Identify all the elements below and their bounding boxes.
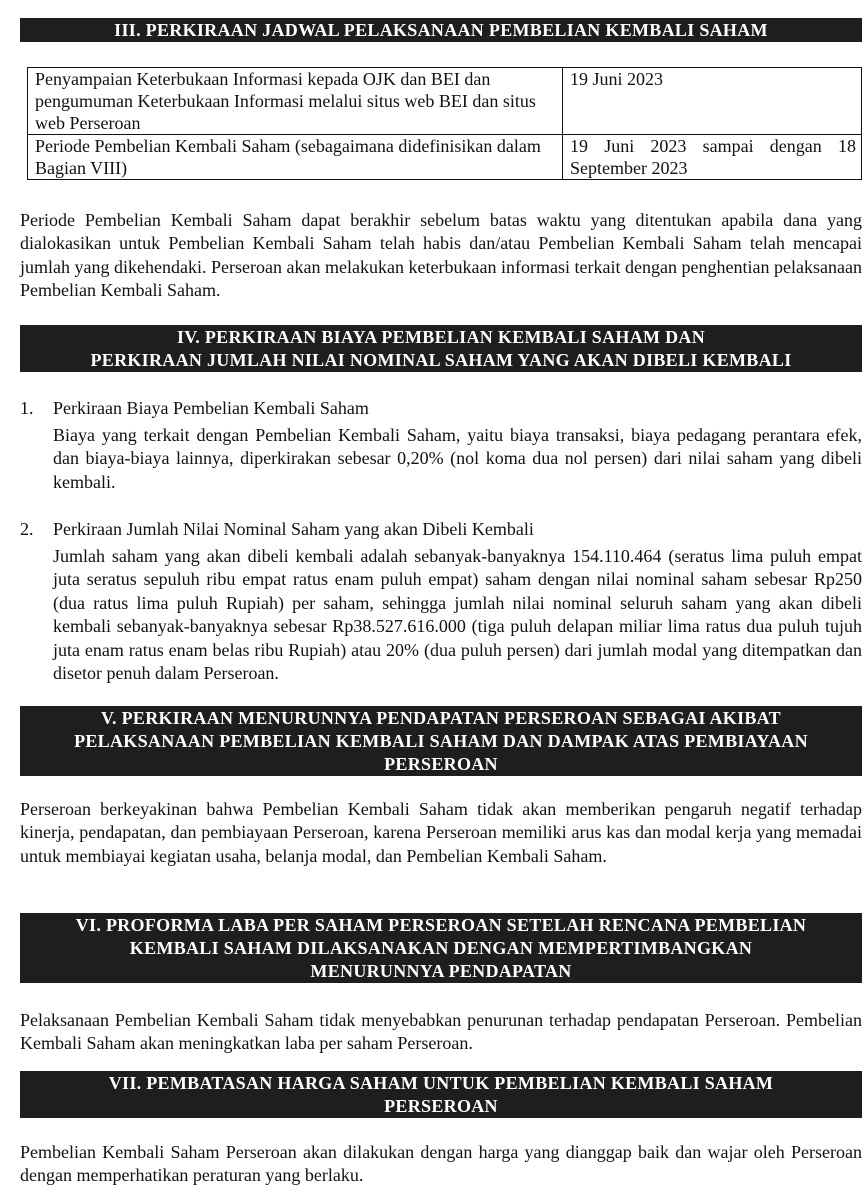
schedule-activity: Penyampaian Keterbukaan Informasi kepada OJK dan BEI dan pengumuman Keterbukaan Informasi melalui situs web BEI dan situs web Perseroan (28, 68, 563, 135)
section-6-title-line: VI. PROFORMA LABA PER SAHAM PERSEROAN SETELAH RENCANA PEMBELIAN (75, 915, 807, 935)
section-7-title-line: VII. PEMBATASAN HARGA SAHAM UNTUK PEMBELIAN KEMBALI SAHAM (108, 1073, 774, 1093)
list-item-heading: Perkiraan Jumlah Nilai Nominal Saham yang akan Dibeli Kembali (53, 519, 534, 539)
list-item-body: Jumlah saham yang akan dibeli kembali adalah sebanyak-banyaknya 154.110.464 (seratus lima puluh empat juta seratus sepuluh ribu empat ratus enam puluh empat) saham dengan nilai nominal saham sebesar Rp250 (dua ratus lima puluh Rupiah) per saham, sehingga jumlah nilai nominal seluruh saham yang akan dibeli kembali sebanyak-banyaknya sebesar Rp38.527.616.000 (tiga puluh delapan miliar lima ratus dua puluh tujuh juta enam ratus enam belas ribu Rupiah) atau 20% (dua puluh persen) dari jumlah modal yang ditempatkan dan disetor penuh dalam Perseroan. (53, 546, 862, 684)
section-6-title-line: MENURUNNYA PENDAPATAN (310, 961, 572, 981)
section-6-title-line: KEMBALI SAHAM DILAKSANAKAN DENGAN MEMPERTIMBANGKAN (129, 938, 753, 958)
section-5-title-line: PERSEROAN (384, 754, 498, 774)
section-6-header (20, 913, 862, 983)
schedule-table (27, 67, 862, 180)
list-item-number: 2. (20, 519, 34, 539)
section-7-title-line: PERSEROAN (384, 1096, 498, 1116)
section-4-title-line: IV. PERKIRAAN BIAYA PEMBELIAN KEMBALI SAHAM DAN (176, 327, 705, 347)
section-3-paragraph: Periode Pembelian Kembali Saham dapat berakhir sebelum batas waktu yang ditentukan apabila dana yang dialokasikan untuk Pembelian Kembali Saham telah habis dan/atau Pembelian Kembali Saham telah mencapai jumlah yang dikehendaki. Perseroan akan melakukan keterbukaan informasi terkait dengan penghentian pelaksanaan Pembelian Kembali Saham. (20, 210, 862, 301)
list-item-title (20, 518, 534, 540)
schedule-activity: Periode Pembelian Kembali Saham (sebagaimana didefinisikan dalam Bagian VIII) (28, 135, 563, 180)
section-7-header (20, 1071, 862, 1118)
table-row (28, 135, 862, 180)
section-4-header (20, 325, 862, 372)
section-6-paragraph: Pelaksanaan Pembelian Kembali Saham tidak menyebabkan penurunan terhadap pendapatan Perseroan. Pembelian Kembali Saham akan meningkatkan laba per saham Perseroan. (20, 1010, 862, 1054)
list-item-body: Biaya yang terkait dengan Pembelian Kembali Saham, yaitu biaya transaksi, biaya pedagang perantara efek, dan biaya-biaya lainnya, diperkirakan sebesar 0,20% (nol koma dua nol persen) dari nilai saham yang dibeli kembali. (53, 425, 862, 492)
section-5-paragraph: Perseroan berkeyakinan bahwa Pembelian Kembali Saham tidak akan memberikan pengaruh negatif terhadap kinerja, pendapatan, dan pembiayaan Perseroan, karena Perseroan memiliki arus kas dan modal kerja yang memadai untuk membiayai kegiatan usaha, belanja modal, dan Pembelian Kembali Saham. (20, 799, 862, 866)
section-7-paragraph: Pembelian Kembali Saham Perseroan akan dilakukan dengan harga yang dianggap baik dan wajar oleh Perseroan dengan memperhatikan peraturan yang berlaku. (20, 1142, 862, 1186)
list-item-number: 1. (20, 398, 34, 418)
section-4-title-line: PERKIRAAN JUMLAH NILAI NOMINAL SAHAM YANG AKAN DIBELI KEMBALI (90, 350, 792, 370)
section-3-header (20, 18, 862, 42)
list-item-heading: Perkiraan Biaya Pembelian Kembali Saham (53, 398, 369, 418)
list-item-title (20, 397, 369, 419)
schedule-date: 19 Juni 2023 sampai dengan 18 September 2023 (563, 135, 862, 180)
section-5-title-line: V. PERKIRAAN MENURUNNYA PENDAPATAN PERSEROAN SEBAGAI AKIBAT (101, 708, 781, 728)
section-5-header (20, 706, 862, 776)
section-3-title: III. PERKIRAAN JADWAL PELAKSANAAN PEMBELIAN KEMBALI SAHAM (114, 20, 768, 40)
section-5-title-line: PELAKSANAAN PEMBELIAN KEMBALI SAHAM DAN DAMPAK ATAS PEMBIAYAAN (74, 731, 808, 751)
schedule-date: 19 Juni 2023 (563, 68, 862, 135)
table-row (28, 68, 862, 135)
